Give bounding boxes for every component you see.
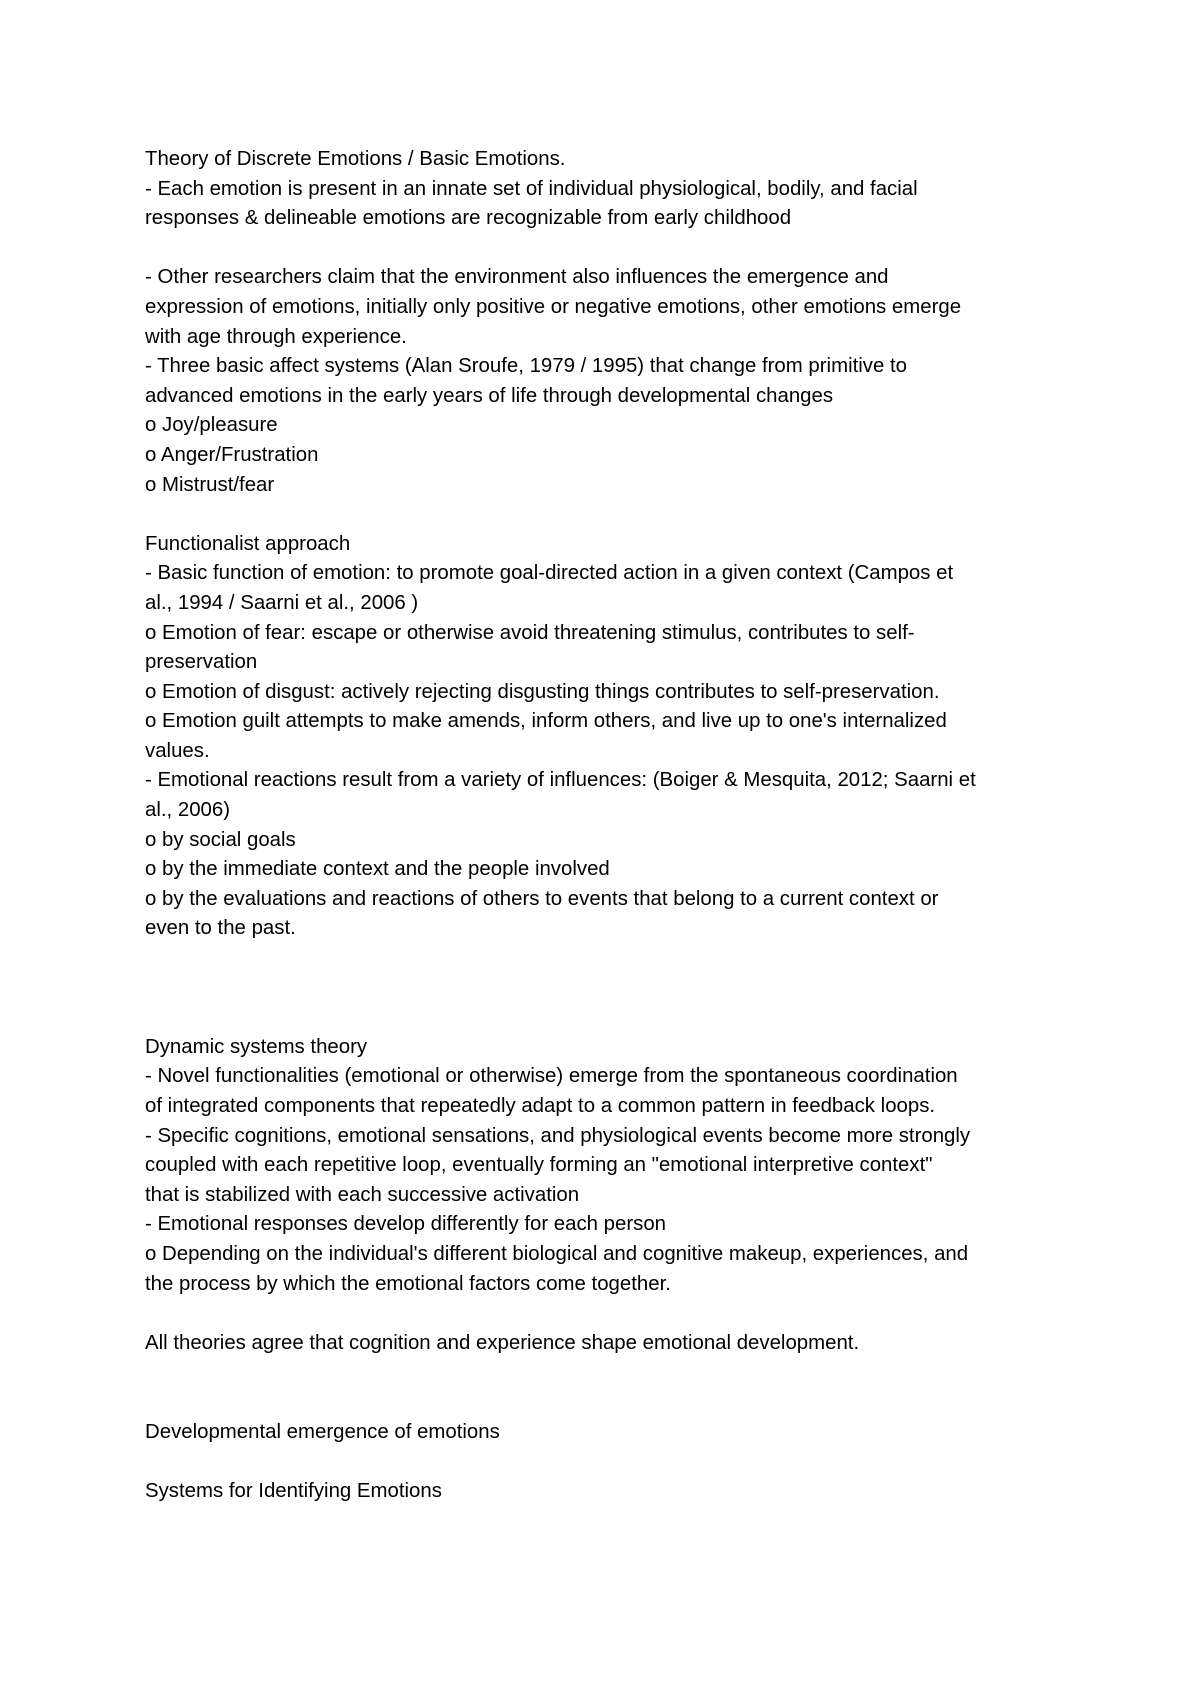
blank-line — [145, 1447, 1080, 1477]
text-line: with age through experience. — [145, 325, 407, 348]
heading-discrete-emotions: Theory of Discrete Emotions / Basic Emotions. — [145, 148, 566, 170]
list-item: o Mistrust/fear — [145, 473, 275, 496]
text-line: - Emotional reactions result from a variety of influences: (Boiger & Mesquita, 2012; Saarni et — [145, 769, 976, 792]
text-line: al., 2006) — [145, 799, 231, 822]
text-line: - Novel functionalities (emotional or otherwise) emerge from the spontaneous coordination — [145, 1065, 958, 1088]
heading-systems-identifying-emotions: Systems for Identifying Emotions — [145, 1479, 442, 1502]
list-item: o by the evaluations and reactions of others to events that belong to a current context or — [145, 887, 939, 910]
heading-dynamic-systems-theory: Dynamic systems theory — [145, 1035, 368, 1058]
list-item: o Emotion of fear: escape or otherwise avoid threatening stimulus, contributes to self- — [145, 621, 915, 644]
blank-line — [145, 944, 1080, 974]
blank-line — [145, 1003, 1080, 1033]
blank-line — [145, 1358, 1080, 1388]
blank-line — [145, 974, 1080, 1004]
summary-line: All theories agree that cognition and experience shape emotional development. — [145, 1331, 860, 1354]
list-item: o by the immediate context and the people involved — [145, 858, 610, 881]
text-line: - Three basic affect systems (Alan Sroufe, 1979 / 1995) that change from primitive to — [145, 355, 908, 378]
list-item: o by social goals — [145, 828, 296, 851]
blank-line — [145, 1388, 1080, 1418]
text-line: that is stabilized with each successive activation — [145, 1183, 580, 1206]
text-line: values. — [145, 739, 210, 762]
blank-line — [145, 500, 1080, 530]
list-item: o Emotion guilt attempts to make amends, inform others, and live up to one's internalized — [145, 710, 947, 733]
list-item: o Depending on the individual's different biological and cognitive makeup, experiences, and — [145, 1242, 969, 1265]
list-item: o Joy/pleasure — [145, 414, 278, 437]
list-item: o Emotion of disgust: actively rejecting disgusting things contributes to self-preservation. — [145, 680, 940, 703]
text-line: advanced emotions in the early years of life through developmental changes — [145, 384, 834, 407]
text-line: al., 1994 / Saarni et al., 2006 ) — [145, 591, 419, 614]
text-line: expression of emotions, initially only positive or negative emotions, other emotions emerge — [145, 295, 962, 318]
text-line: responses & delineable emotions are recognizable from early childhood — [145, 207, 792, 230]
text-line: - Basic function of emotion: to promote goal-directed action in a given context (Campos et — [145, 562, 954, 585]
heading-functionalist-approach: Functionalist approach — [145, 532, 351, 555]
document-text — [145, 145, 1080, 1506]
text-line: coupled with each repetitive loop, eventually forming an "emotional interpretive context" — [145, 1154, 933, 1177]
text-line: - Specific cognitions, emotional sensations, and physiological events become more strongly — [145, 1124, 971, 1147]
blank-line — [145, 234, 1080, 264]
list-item: o Anger/Frustration — [145, 443, 319, 466]
text-line: - Other researchers claim that the environment also influences the emergence and — [145, 266, 889, 289]
text-line: even to the past. — [145, 917, 296, 940]
text-line: of integrated components that repeatedly adapt to a common pattern in feedback loops. — [145, 1095, 936, 1117]
text-line: - Each emotion is present in an innate set of individual physiological, bodily, and facial — [145, 177, 918, 200]
heading-developmental-emergence: Developmental emergence of emotions — [145, 1420, 500, 1443]
text-line: preservation — [145, 651, 258, 674]
text-line: - Emotional responses develop differently for each person — [145, 1213, 667, 1236]
text-line: the process by which the emotional factors come together. — [145, 1272, 671, 1295]
blank-line — [145, 1299, 1080, 1329]
